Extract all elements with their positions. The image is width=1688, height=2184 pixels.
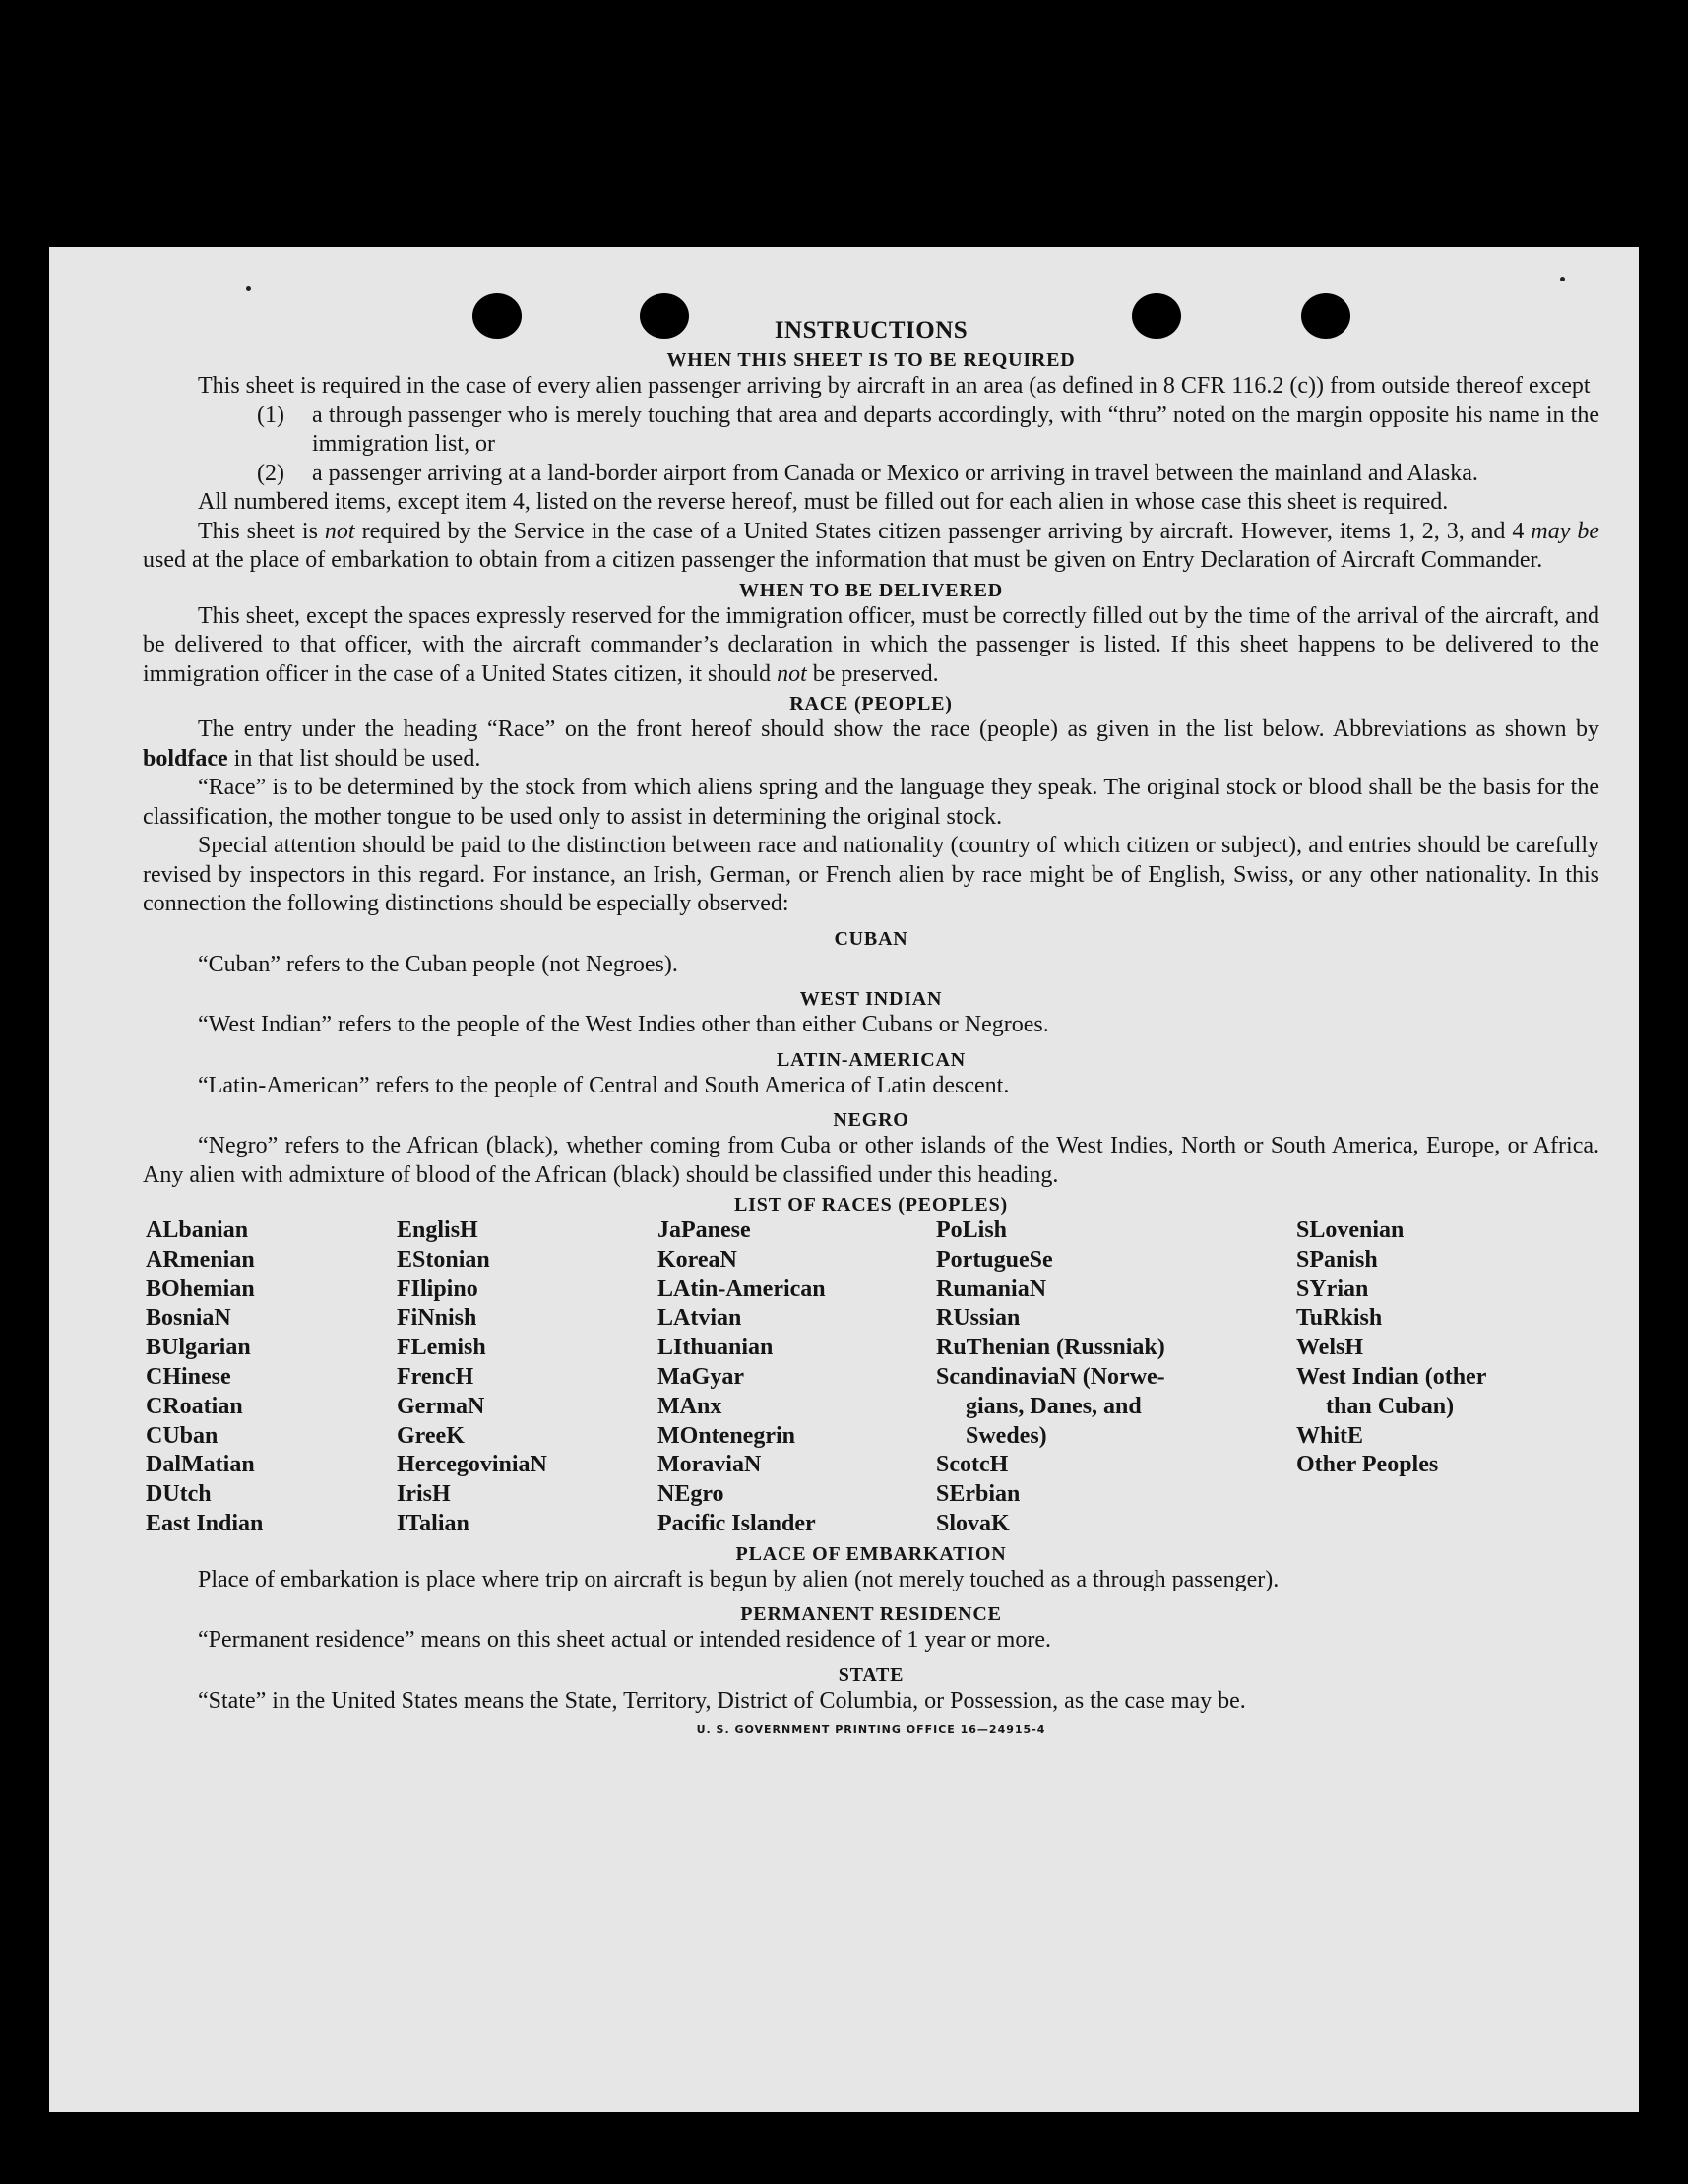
- race-entry: BOhemian: [146, 1276, 255, 1302]
- item-text: a passenger arriving at a land-border airport from Canada or Mexico or arriving in travel between the mainland and Alaska.: [312, 460, 1478, 486]
- race-paragraph-1: The entry under the heading “Race” on the front hereof should show the race (people) as given in the list below. Abbreviations as shown by boldface in that list should be used.: [143, 717, 1599, 772]
- heading-residence: PERMANENT RESIDENCE: [740, 1603, 1002, 1626]
- race-entry: FIlipino: [397, 1276, 478, 1302]
- race-entry: PoLish: [936, 1217, 1008, 1243]
- race-entry: SLovenian: [1296, 1217, 1405, 1243]
- heading-cuban: CUBAN: [834, 927, 908, 950]
- race-entry: West Indian (other: [1296, 1363, 1487, 1390]
- race-entry: BUlgarian: [146, 1335, 251, 1361]
- race-entry: CUban: [146, 1422, 219, 1449]
- latin-american-text: “Latin-American” refers to the people of Central and South America of Latin descent.: [198, 1072, 1010, 1098]
- race-entry: LAtin-American: [657, 1276, 826, 1302]
- race-entry: SPanish: [1296, 1246, 1378, 1273]
- heading-list-of-races: LIST OF RACES (PEOPLES): [734, 1194, 1008, 1216]
- race-entry: BosniaN: [146, 1305, 231, 1332]
- speck: [1560, 277, 1565, 281]
- race-entry: gians, Danes, and: [966, 1393, 1142, 1419]
- heading-negro: NEGRO: [833, 1109, 909, 1131]
- race-entry: MAnx: [657, 1393, 722, 1419]
- race-column: [936, 1217, 1296, 1539]
- race-entry: PortugueSe: [936, 1246, 1053, 1273]
- race-column: [146, 1217, 397, 1539]
- race-paragraph-3: Special attention should be paid to the distinction between race and nationality (country of which citizen or subject), and entries should be carefully revised by inspectors in this regard. For instance, an Irish, German, or French alien by race might be of English, Swiss, or any other nationality. In this connection the following distinctions should be especially observed:: [143, 833, 1599, 916]
- negro-text: “Negro” refers to the African (black), whether coming from Cuba or other islands of the West Indies, North or South America, Europe, or Africa. Any alien with admixture of blood of the African (black) should be classified under this heading.: [143, 1133, 1599, 1188]
- document-sheet: [49, 247, 1639, 2112]
- heading-latin-american: LATIN-AMERICAN: [777, 1048, 966, 1071]
- exception-item: [143, 402, 1599, 460]
- race-entry: ALbanian: [146, 1217, 249, 1243]
- race-entry: ScandinaviaN (Norwe-: [936, 1363, 1165, 1390]
- item-text: a through passenger who is merely touching that area and departs accordingly, with “thru” noted on the margin opposite his name in the immigration list, or: [312, 402, 1599, 457]
- races-table: [143, 1217, 1599, 1539]
- race-entry: GermaN: [397, 1393, 485, 1419]
- race-entry: DalMatian: [146, 1452, 255, 1478]
- when-required-intro: This sheet is required in the case of every alien passenger arriving by aircraft in an area (as defined in 8 CFR 116.2 (c)) from outside thereof except: [198, 373, 1591, 399]
- race-entry: GreeK: [397, 1422, 465, 1449]
- race-entry: WelsH: [1296, 1335, 1364, 1361]
- heading-when-required: WHEN THIS SHEET IS TO BE REQUIRED: [666, 349, 1076, 371]
- race-column: [1296, 1217, 1552, 1539]
- race-entry: FiNnish: [397, 1305, 477, 1332]
- race-entry: TuRkish: [1296, 1305, 1383, 1332]
- race-entry: LAtvian: [657, 1305, 742, 1332]
- race-entry: RumaniaN: [936, 1276, 1047, 1302]
- race-column: [397, 1217, 657, 1539]
- race-column: [657, 1217, 936, 1539]
- delivered-paragraph: This sheet, except the spaces expressly reserved for the immigration officer, must be correctly filled out by the time of the arrival of the aircraft, and be delivered to that officer, with the aircraft commander’s declaration in which the passenger is listed. If this sheet happens to be delivered to the immigration officer in the case of a United States citizen, it should not be preserved.: [143, 602, 1599, 687]
- race-entry: EStonian: [397, 1246, 490, 1273]
- exception-item: [143, 460, 1599, 489]
- race-entry: Other Peoples: [1296, 1452, 1439, 1478]
- race-entry: ARmenian: [146, 1246, 255, 1273]
- heading-embarkation: PLACE OF EMBARKATION: [735, 1542, 1007, 1565]
- west-indian-text: “West Indian” refers to the people of the West Indies other than either Cubans or Negroes.: [198, 1012, 1049, 1037]
- race-entry: MaGyar: [657, 1363, 744, 1390]
- speck: [246, 286, 251, 291]
- heading-state: STATE: [838, 1663, 905, 1686]
- race-entry: CRoatian: [146, 1393, 243, 1419]
- heading-when-delivered: WHEN TO BE DELIVERED: [738, 579, 1004, 601]
- race-paragraph-2: “Race” is to be determined by the stock from which aliens spring and the language they speak. The original stock or blood shall be the basis for the classification, the mother tongue to be used only to assist in determining the original stock.: [143, 775, 1599, 830]
- race-entry: Pacific Islander: [657, 1510, 816, 1536]
- race-entry: CHinese: [146, 1363, 231, 1390]
- race-entry: SErbian: [936, 1481, 1021, 1508]
- race-entry: MoraviaN: [657, 1452, 762, 1478]
- heading-west-indian: WEST INDIAN: [799, 988, 943, 1010]
- race-entry: East Indian: [146, 1510, 264, 1536]
- race-entry: KoreaN: [657, 1246, 737, 1273]
- race-entry: RUssian: [936, 1305, 1021, 1332]
- race-entry: DUtch: [146, 1481, 212, 1508]
- instructions-content: [143, 316, 1599, 1736]
- page-title: INSTRUCTIONS: [774, 317, 969, 343]
- race-entry: NEgro: [657, 1481, 724, 1508]
- race-entry: JaPanese: [657, 1217, 751, 1243]
- race-entry: FLemish: [397, 1335, 486, 1361]
- item-number: (1): [257, 402, 284, 428]
- cuban-text: “Cuban” refers to the Cuban people (not Negroes).: [198, 951, 678, 977]
- race-entry: SYrian: [1296, 1276, 1369, 1302]
- race-entry: ITalian: [397, 1510, 469, 1536]
- race-entry: Swedes): [966, 1422, 1047, 1449]
- race-entry: WhitE: [1296, 1422, 1364, 1449]
- race-entry: than Cuban): [1326, 1393, 1455, 1419]
- item-number: (2): [257, 460, 284, 486]
- race-entry: RuThenian (Russniak): [936, 1335, 1165, 1361]
- embarkation-text: Place of embarkation is place where trip on aircraft is begun by alien (not merely touched as a through passenger).: [198, 1566, 1280, 1592]
- residence-text: “Permanent residence” means on this sheet actual or intended residence of 1 year or more.: [198, 1627, 1051, 1654]
- race-entry: FrencH: [397, 1363, 474, 1390]
- heading-race: RACE (PEOPLE): [789, 693, 953, 715]
- race-entry: EnglisH: [397, 1217, 478, 1243]
- race-entry: HercegoviniaN: [397, 1452, 547, 1478]
- race-entry: MOntenegrin: [657, 1422, 795, 1449]
- state-text: “State” in the United States means the State, Territory, District of Columbia, or Possession, as the case may be.: [198, 1687, 1246, 1714]
- citizen-paragraph: This sheet is not required by the Service in the case of a United States citizen passenger arriving by aircraft. However, items 1, 2, 3, and 4 may be used at the place of embarkation to obtain from a citizen passenger the information that must be given on Entry Declaration of Aircraft Commander.: [143, 518, 1599, 573]
- race-entry: ScotcH: [936, 1452, 1009, 1478]
- numbered-items-paragraph: All numbered items, except item 4, listed on the reverse hereof, must be filled out for each alien in whose case this sheet is required.: [198, 489, 1449, 515]
- race-entry: LIthuanian: [657, 1335, 774, 1361]
- race-entry: SlovaK: [936, 1510, 1010, 1536]
- printing-office-footer: U. S. GOVERNMENT PRINTING OFFICE 16—24915-4: [696, 1723, 1046, 1737]
- race-entry: IrisH: [397, 1481, 451, 1508]
